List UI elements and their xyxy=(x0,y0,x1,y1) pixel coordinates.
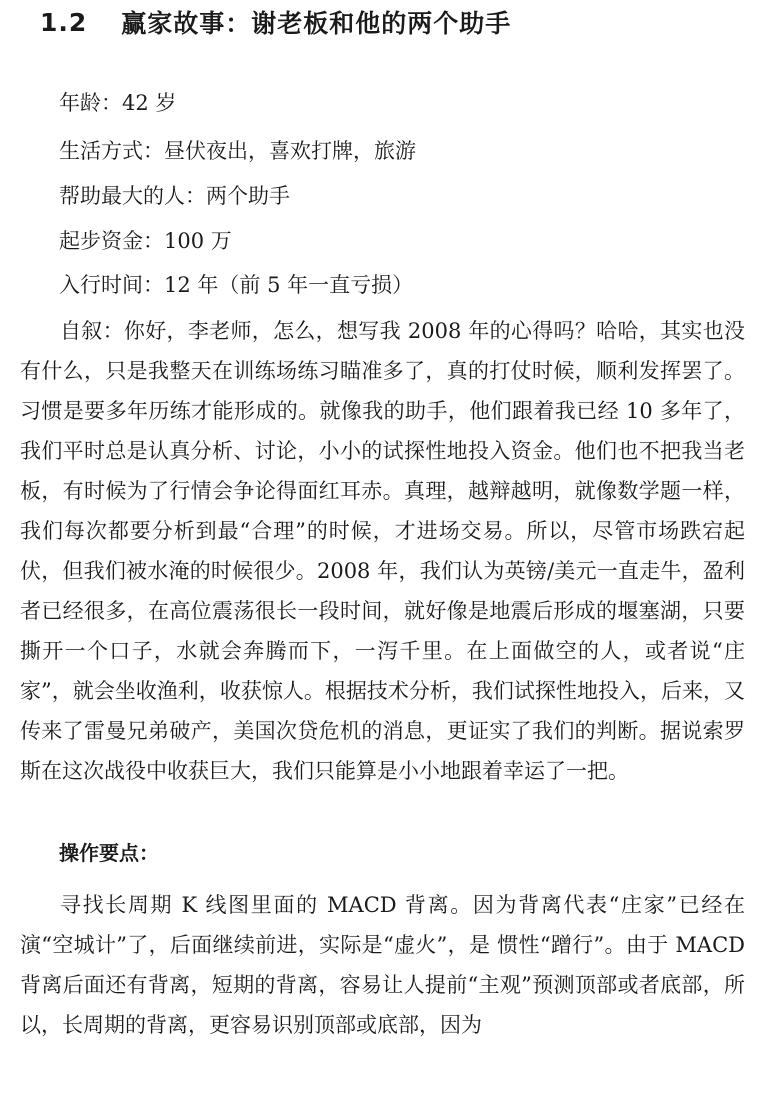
profile-capital: 起步资金：100 万 xyxy=(59,229,232,253)
section-title: 赢家故事：谢老板和他的两个助手 xyxy=(121,9,512,38)
key-points-heading: 操作要点： xyxy=(59,841,159,865)
section-heading xyxy=(40,2,511,42)
section-number: 1.2 xyxy=(40,7,88,37)
narrative-paragraph: 自叙：你好，李老师，怎么，想写我 2008 年的心得吗？哈哈，其实也没有什么，只是我整天在训练场练习瞄准多了，真的打仗时候，顺利发挥罢了。习惯是要多年历练才能形成的。就像我的助手，他们跟着我已经 10 多年了，我们平时总是认真分析、讨论，小小的试探性地投入资金。他们也不把我当老板，有时候为了行情会争论得面红耳赤。真理，越辩越明，就像数学题一样，我们每次都要分析到最“合理”的时候，才进场交易。所以，尽管市场跌宕起伏，但我们被水淹的时候很少。2008 年，我们认为英镑/美元一直走牛，盈利者已经很多，在高位震荡很长一段时间，就好像是地震后形成的堰塞湖，只要撕开一个口子，水就会奔腾而下，一泻千里。在上面做空的人，或者说“庄家”，就会坐收渔利，收获惊人。根据技术分析，我们试探性地投入，后来，又传来了雷曼兄弟破产，美国次贷危机的消息，更证实了我们的判断。据说索罗斯在这次战役中收获巨大，我们只能算是小小地跟着幸运了一把。 xyxy=(20,319,745,783)
profile-age: 年龄：42 岁 xyxy=(59,91,177,115)
profile-helper: 帮助最大的人：两个助手 xyxy=(59,184,290,208)
profile-lifestyle: 生活方式：昼伏夜出，喜欢打牌，旅游 xyxy=(59,139,416,163)
profile-experience: 入行时间：12 年（前 5 年一直亏损） xyxy=(59,273,414,297)
key-points-paragraph: 寻找长周期 K 线图里面的 MACD 背离。因为背离代表“庄家”已经在演“空城计”了，后面继续前进，实际是“虚火”，是 惯性“蹭行”。由于 MACD 背离后面还有背离，短期的背离，容易让人提前“主观”预测顶部或者底部，所以，长周期的背离，更容易识别顶部或底部，因为 xyxy=(20,893,745,1037)
